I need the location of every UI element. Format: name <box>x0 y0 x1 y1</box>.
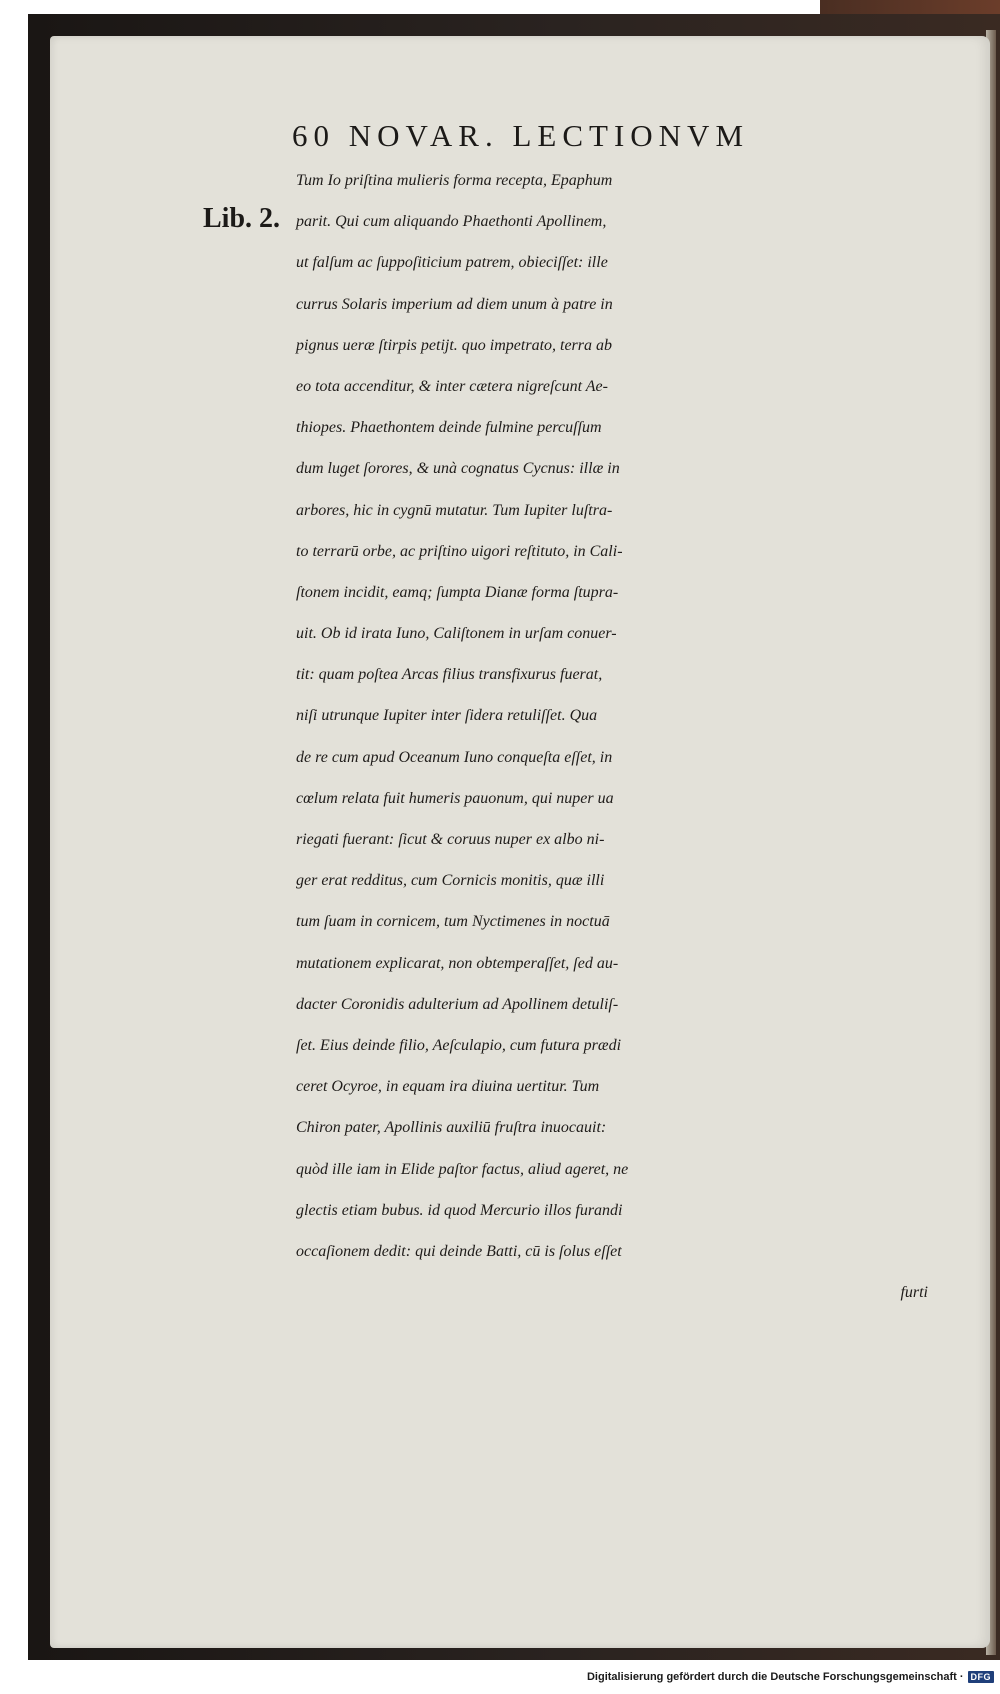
text-line: to terrarū orbe, ac priſtino uigori reſtituto, in Cali- <box>296 542 623 560</box>
text-line: tum ſuam in cornicem, tum Nyctimenes in noctuā <box>296 913 610 931</box>
text-line: uit. Ob id irata Iuno, Caliſtonem in urſam conuer- <box>296 625 617 643</box>
digitization-credit <box>587 1671 994 1683</box>
text-line: Tum Io priſtina mulieris forma recepta, Epaphum <box>296 172 613 189</box>
text-line: de re cum apud Oceanum Iuno conqueſta eſſet, in <box>296 748 613 766</box>
body-text <box>296 160 936 1313</box>
text-line: ſtonem incidit, eamq; ſumpta Dianæ forma ſtupra- <box>296 583 619 601</box>
text-line: niſi utrunque Iupiter inter ſidera retuliſſet. Qua <box>296 707 598 725</box>
text-line: ſet. Eius deinde filio, Aeſculapio, cum futura prædi <box>296 1036 622 1054</box>
credit-text: Digitalisierung gefördert durch die Deutsche Forschungsgemeinschaft · <box>586 1671 964 1683</box>
text-line: tit: quam poſtea Arcas filius transfixurus fuerat, <box>296 666 603 684</box>
text-line: glectis etiam bubus. id quod Mercurio illos furandi <box>296 1201 623 1219</box>
text-line: ger erat redditus, cum Cornicis monitis, quæ illi <box>296 872 605 890</box>
text-line: pignus ueræ ſtirpis petijt. quo impetrato, terra ab <box>296 336 613 354</box>
text-line: occaſionem dedit: qui deinde Batti, cū is ſolus eſſet <box>296 1242 622 1260</box>
running-head: 60 NOVAR. LECTIONVM <box>292 118 750 153</box>
text-line: cœlum relata fuit humeris pauonum, qui nuper ua <box>296 789 614 807</box>
text-line: dacter Coronidis adulterium ad Apollinem detuliſ- <box>296 995 619 1013</box>
text-line: eo tota accenditur, & inter cætera nigreſcunt Ae- <box>296 377 608 395</box>
catchword: furti <box>900 1284 928 1302</box>
text-line: riegati fuerant: ſicut & coruus nuper ex albo ni- <box>296 831 605 848</box>
marginal-note: Lib. 2. <box>203 203 281 234</box>
text-line: arbores, hic in cygnū mutatur. Tum Iupiter luſtra- <box>296 501 613 519</box>
text-line: thiopes. Phaethontem deinde fulmine percuſſum <box>296 419 602 437</box>
text-line: parit. Qui cum aliquando Phaethonti Apollinem, <box>296 213 607 231</box>
text-line: ceret Ocyroe, in equam ira diuina uertitur. Tum <box>296 1078 600 1096</box>
text-line: currus Solaris imperium ad diem unum à patre in <box>296 295 613 313</box>
dfg-logo: DFG <box>968 1671 995 1683</box>
text-line: ut falſum ac ſuppoſiticium patrem, obieciſſet: ille <box>296 254 608 272</box>
text-line: Chiron pater, Apollinis auxiliū fruſtra inuocauit: <box>296 1119 607 1137</box>
text-line: dum luget ſorores, & unà cognatus Cycnus: illæ in <box>296 460 620 478</box>
text-line: mutationem explicarat, non obtemperaſſet, ſed au- <box>296 954 619 972</box>
text-line: quòd ille iam in Elide paſtor factus, aliud ageret, ne <box>296 1160 629 1178</box>
